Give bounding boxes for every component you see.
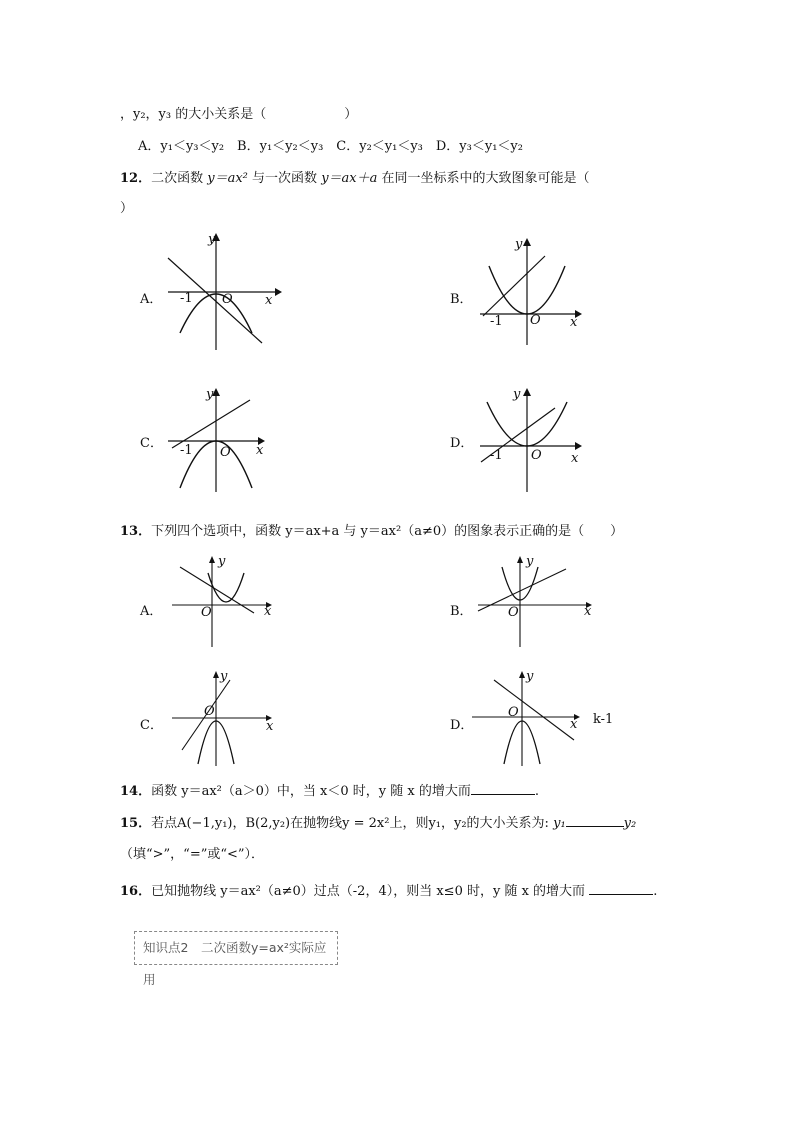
- x-axis-arrow: [575, 442, 582, 450]
- q15-answer-blank[interactable]: [566, 814, 624, 827]
- q12-option-b-label[interactable]: B．: [450, 292, 473, 307]
- line: [180, 567, 254, 613]
- origin-label: O: [201, 605, 212, 620]
- q13-option-c-label[interactable]: C．: [140, 718, 163, 733]
- q12-text1: 二次函数: [151, 171, 204, 186]
- q12-formula-linear: y＝ax＋a: [321, 171, 378, 186]
- q12-number: 12．: [120, 171, 152, 186]
- q12-option-a-label[interactable]: A．: [140, 292, 163, 307]
- q13-text: 下列四个选项中，函数 y＝ax+a 与 y＝ax²（a≠0）的图象表示正确的是（ ）: [151, 524, 624, 539]
- q16-text: 已知抛物线 y＝ax²（a≠0）过点（-2，4），则当 x≤0 时，y 随 x 的增大而: [151, 884, 586, 899]
- line: [483, 256, 545, 316]
- q13-option-a-label[interactable]: A．: [140, 604, 163, 619]
- x-axis-arrow: [275, 288, 282, 296]
- q13-option-b-label[interactable]: B．: [450, 604, 473, 619]
- q15-y2: y₂: [623, 816, 637, 831]
- q12-text3: 在同一坐标系中的大致图象可能是（: [381, 171, 590, 186]
- y-axis-arrow: [523, 238, 531, 246]
- origin-label: O: [508, 705, 519, 720]
- q12-close-paren: ）: [120, 201, 134, 216]
- q11-stem-tail: ，y₂，y₃ 的大小关系是（ ）: [120, 107, 358, 122]
- q12-option-c-label[interactable]: C．: [140, 436, 163, 451]
- origin-label: O: [508, 605, 519, 620]
- q13-number: 13．: [120, 524, 152, 539]
- q13-graph-d: [470, 668, 590, 768]
- q13-option-d-label[interactable]: D．: [450, 718, 474, 733]
- x-axis-label: x: [584, 604, 592, 619]
- q12-graph-c: [160, 380, 275, 495]
- q14-text: 函数 y＝ax²（a＞0）中，当 x＜0 时，y 随 x 的增大而: [151, 784, 471, 799]
- y-axis-label: y: [220, 669, 228, 684]
- y-axis-arrow: [213, 671, 219, 678]
- q12-graph-a: [160, 225, 285, 350]
- tick-label: -1: [180, 291, 193, 306]
- y-axis-label: y: [208, 232, 216, 247]
- q12-text2: 与一次函数: [252, 171, 318, 186]
- x-axis-label: x: [266, 719, 274, 734]
- q14-answer-blank[interactable]: [471, 782, 535, 795]
- q15-stem: [120, 812, 636, 831]
- x-axis-label: x: [570, 717, 578, 732]
- q12-formula-quadratic: y＝ax²: [207, 171, 248, 186]
- q12-stem: [120, 167, 590, 186]
- q13-graph-c: [168, 668, 283, 768]
- line: [494, 680, 574, 740]
- y-axis-label: y: [526, 554, 534, 569]
- x-axis-label: x: [571, 451, 579, 466]
- x-axis-label: x: [256, 443, 264, 458]
- y-axis-arrow: [519, 671, 525, 678]
- q14-end: .: [534, 784, 539, 799]
- tick-label: -1: [180, 443, 193, 458]
- origin-label: O: [220, 445, 231, 460]
- q16-number: 16．: [120, 884, 152, 899]
- q13-graph-a: [168, 553, 278, 648]
- tick-label: -1: [490, 314, 503, 329]
- x-axis-label: x: [265, 293, 273, 308]
- q15-line2: （填“>”，“=”或“<”）．: [120, 847, 265, 862]
- q16-stem: [120, 880, 657, 899]
- origin-label: O: [204, 704, 215, 719]
- y-axis-label: y: [526, 669, 534, 684]
- q12-graph-b: [475, 230, 590, 350]
- q15-y1: y₁: [553, 816, 566, 831]
- y-axis-arrow: [523, 388, 531, 396]
- q11-options: A．y₁＜y₃＜y₂ B．y₁＜y₂＜y₃ C．y₂＜y₁＜y₃ D．y₃＜y₁＜y₂: [138, 139, 523, 154]
- x-axis-label: x: [264, 604, 272, 619]
- q15-number: 15．: [120, 816, 152, 831]
- q13-stem: [120, 520, 623, 539]
- y-axis-arrow: [209, 556, 215, 563]
- q16-end: .: [653, 884, 658, 899]
- q14-number: 14．: [120, 784, 152, 799]
- origin-label: O: [531, 448, 542, 463]
- q12-graph-d: [475, 380, 590, 495]
- q13-d-note: k-1: [593, 712, 614, 727]
- y-axis-arrow: [517, 556, 523, 563]
- tick-label: -1: [490, 448, 503, 463]
- q14-stem: [120, 780, 539, 799]
- q15-text: 若点A(−1,y₁)，B(2,y₂)在抛物线y = 2x²上，则y₁，y₂的大小关系为:: [151, 816, 549, 831]
- origin-label: O: [530, 313, 541, 328]
- x-axis-label: x: [570, 315, 578, 330]
- y-axis-label: y: [515, 237, 523, 252]
- y-axis-label: y: [218, 554, 226, 569]
- q16-answer-blank[interactable]: [589, 882, 653, 895]
- y-axis-label: y: [513, 387, 521, 402]
- q13-graph-b: [474, 553, 594, 648]
- y-axis-label: y: [206, 387, 214, 402]
- knowledge-point-box: 知识点2 二次函数y=ax²实际应用: [134, 931, 338, 965]
- origin-label: O: [222, 292, 233, 307]
- q12-option-d-label[interactable]: D．: [450, 436, 474, 451]
